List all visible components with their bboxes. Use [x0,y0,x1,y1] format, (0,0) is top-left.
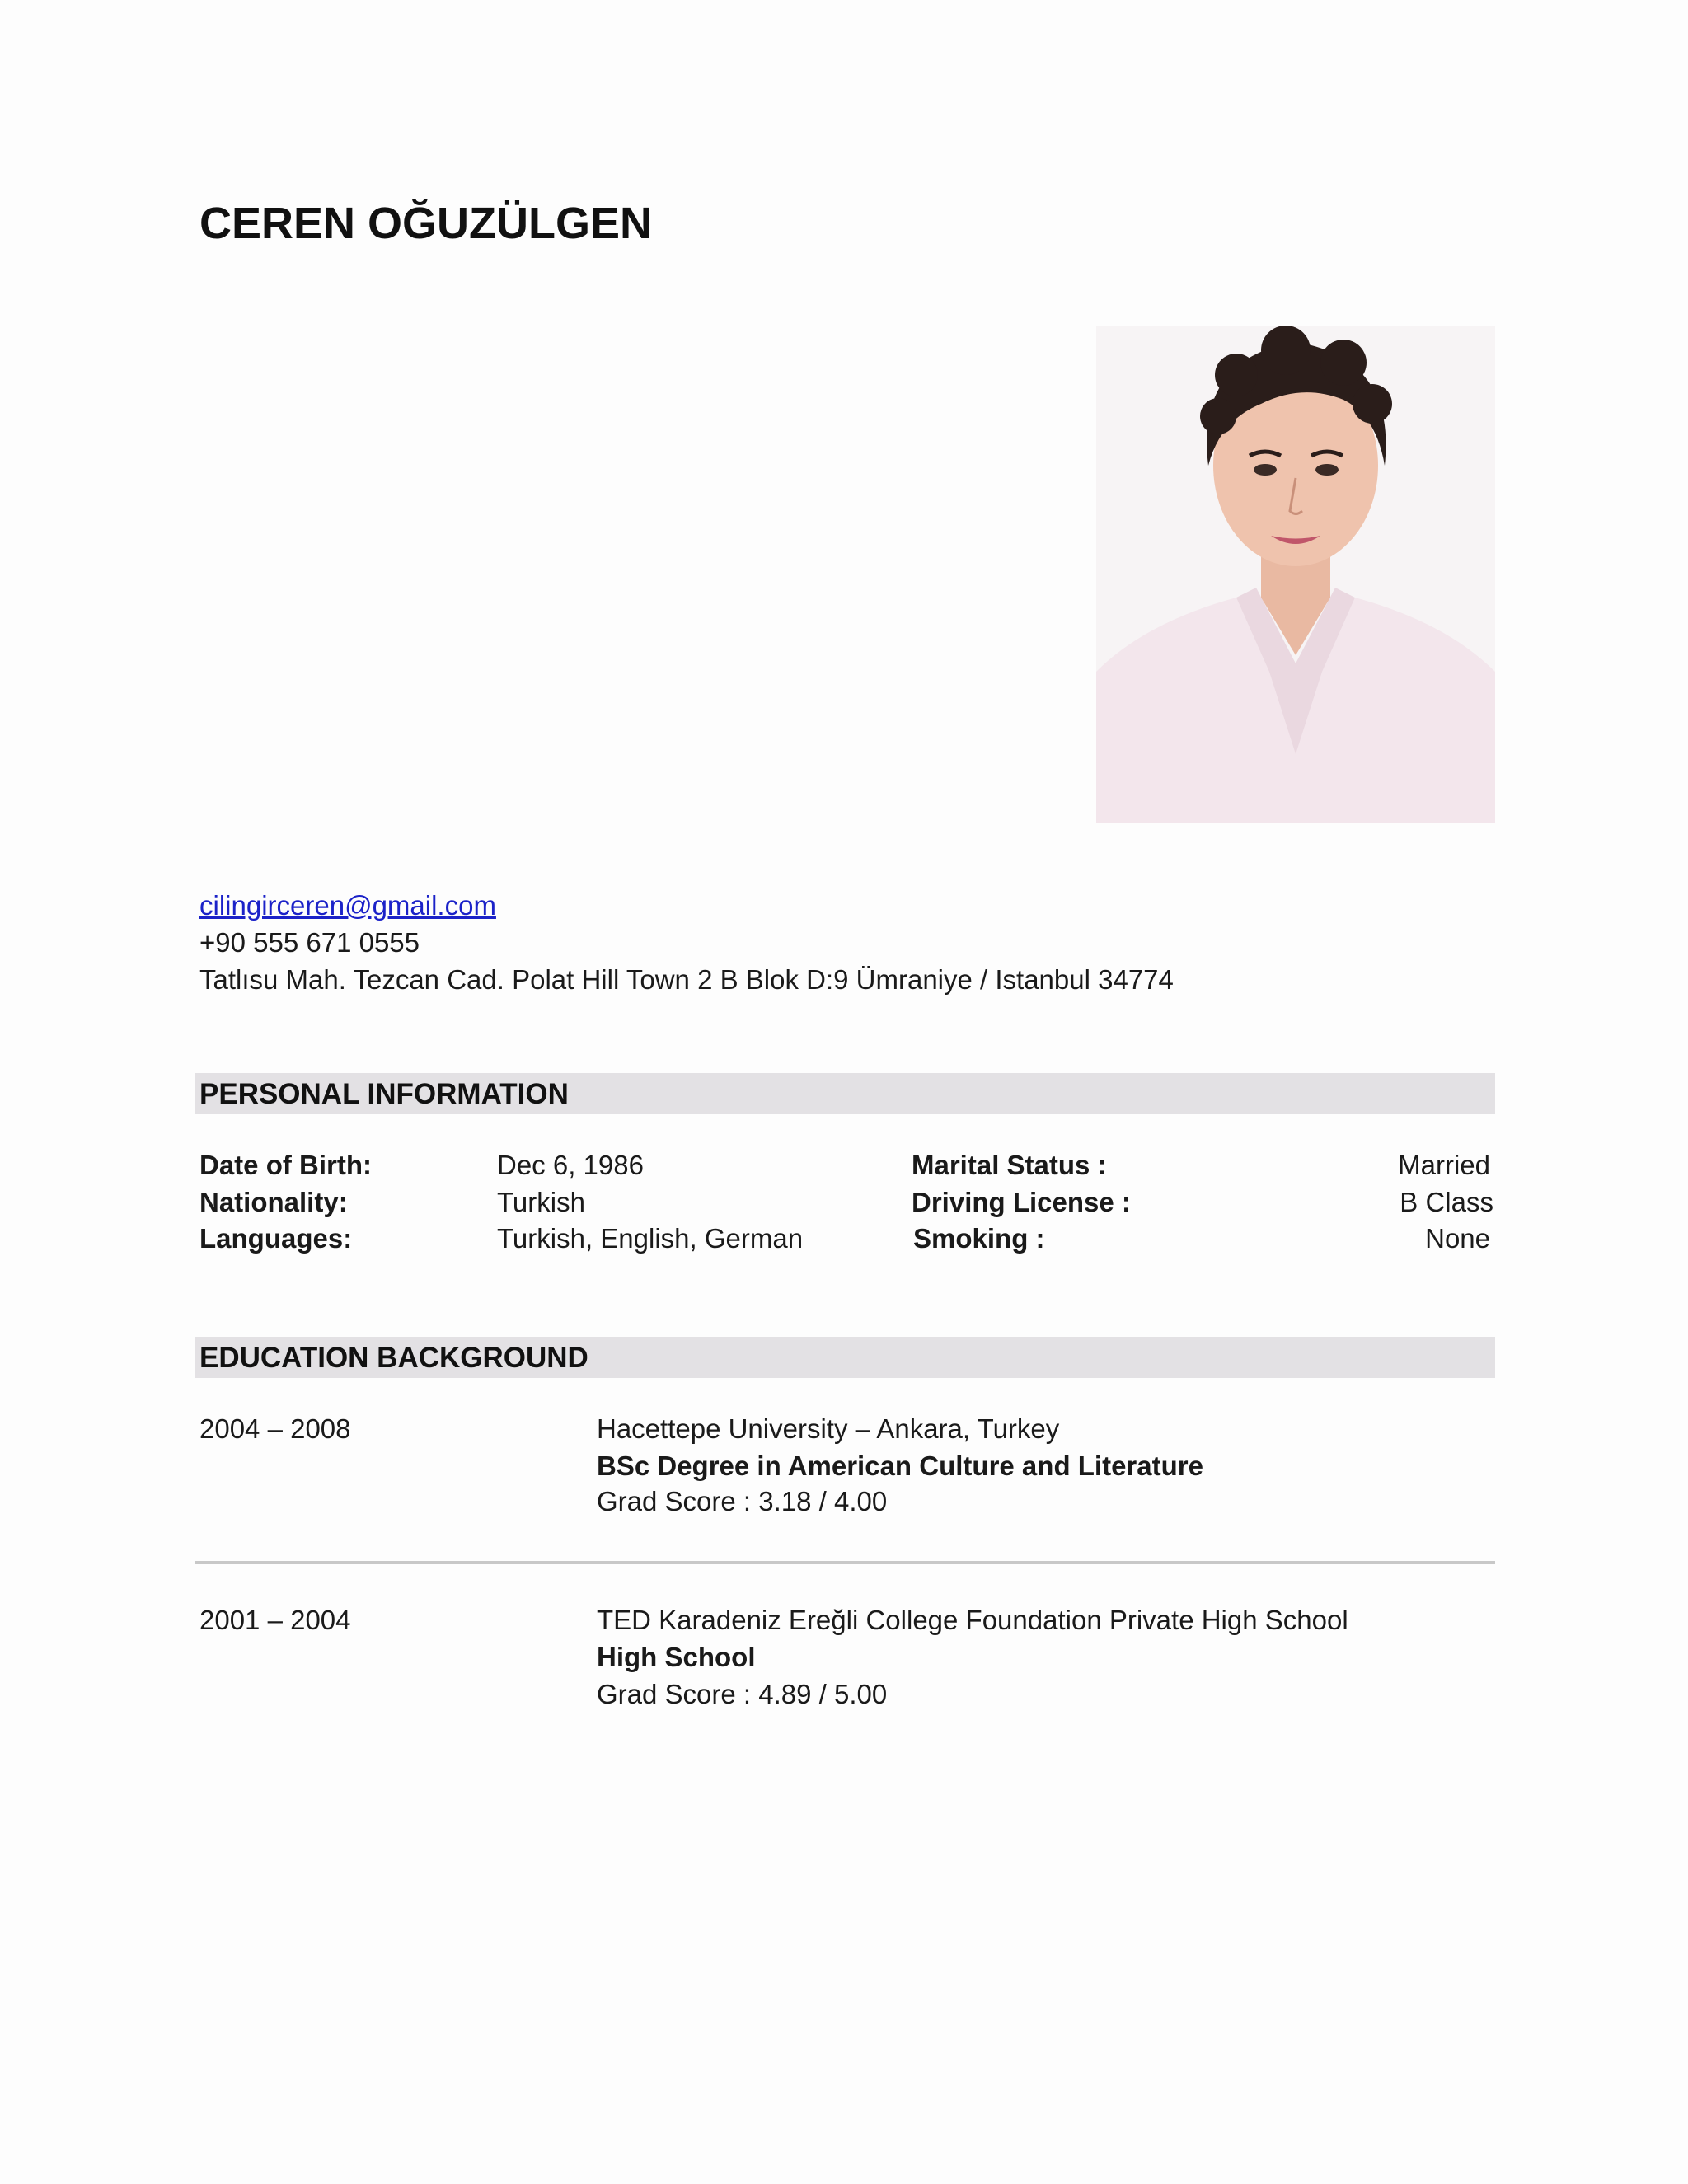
education-degree: BSc Degree in American Culture and Literature [597,1451,1203,1481]
profile-photo [1096,326,1495,823]
home-address: Tatlısu Mah. Tezcan Cad. Polat Hill Town 2 B Blok D:9 Ümraniye / Istanbul 34774 [199,964,1174,995]
smoking-value: None [1425,1223,1490,1254]
education-background-header [195,1337,1495,1378]
education-school: Hacettepe University – Ankara, Turkey [597,1413,1060,1444]
smoking-label: Smoking : [913,1223,1045,1254]
section-title: EDUCATION BACKGROUND [199,1342,588,1374]
education-years: 2001 – 2004 [199,1605,351,1635]
education-score: Grad Score : 4.89 / 5.00 [597,1679,888,1709]
personal-information-header [195,1073,1495,1114]
driving-license-label: Driving License : [912,1187,1131,1217]
nationality-label: Nationality: [199,1187,348,1217]
marital-status-label: Marital Status : [912,1150,1107,1180]
phone-number: +90 555 671 0555 [199,927,420,958]
marital-status-value: Married [1398,1150,1490,1180]
candidate-name: CEREN OĞUZÜLGEN [199,199,653,248]
email-link[interactable]: cilingirceren@gmail.com [199,890,496,921]
education-school: TED Karadeniz Ereğli College Foundation Private High School [597,1605,1348,1635]
education-degree: High School [597,1642,756,1672]
section-title: PERSONAL INFORMATION [199,1078,569,1110]
education-years: 2004 – 2008 [199,1413,351,1444]
languages-label: Languages: [199,1223,353,1254]
dob-value: Dec 6, 1986 [497,1150,644,1180]
driving-license-value: B Class [1400,1187,1493,1217]
profile-photo-illustration [1096,326,1495,823]
education-score: Grad Score : 3.18 / 4.00 [597,1486,888,1516]
languages-value: Turkish, English, German [497,1223,804,1254]
dob-label: Date of Birth: [199,1150,372,1180]
education-divider [195,1561,1495,1564]
nationality-value: Turkish [497,1187,585,1217]
